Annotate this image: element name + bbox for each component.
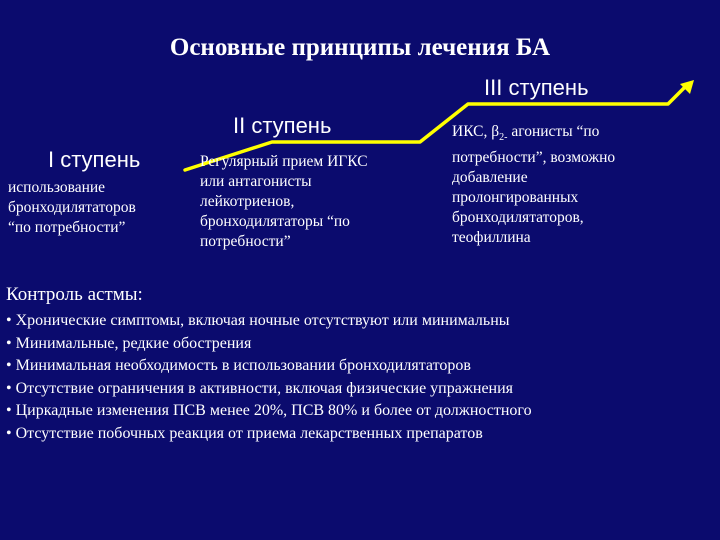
control-bullet: • Минимальная необходимость в использовании бронходилятаторов xyxy=(6,357,471,375)
step-2-text xyxy=(200,152,368,252)
step-2-line: потребности” xyxy=(200,233,291,250)
control-bullet: • Минимальные, редкие обострения xyxy=(6,334,252,352)
step-3-line: бронходилятаторов, xyxy=(452,209,584,227)
slide-title: Основные принципы лечения БА xyxy=(169,34,551,61)
step-3-line-first xyxy=(452,122,615,148)
control-title: Контроль астмы: xyxy=(6,284,143,305)
step-1-line: использование xyxy=(8,179,106,196)
step-3-prefix: ИКС, β xyxy=(452,123,500,140)
step-1-line: бронходилятаторов xyxy=(8,199,136,216)
step-3-line: теофиллина xyxy=(452,229,531,247)
control-bullet: • Хронические симптомы, включая ночные отсутствуют или минимальны xyxy=(6,312,510,329)
control-bullet: • Отсутствие ограничения в активности, включая физические упражнения xyxy=(6,379,514,397)
step-1-label: I ступень xyxy=(48,147,141,172)
step-2-line: Регулярный прием ИГКС xyxy=(200,153,368,170)
step-3-label: III ступень xyxy=(484,75,589,100)
step-3-subscript: 2- xyxy=(499,132,508,144)
step-1-line: “по потребности” xyxy=(8,219,126,236)
control-bullet: • Циркадные изменения ПСВ менее 20%, ПСВ 80% и более от должностного xyxy=(6,402,532,420)
step-1-text xyxy=(8,178,136,238)
step-2-line: или антагонисты xyxy=(200,173,312,190)
control-bullet-list xyxy=(6,310,532,446)
step-2-line: лейкотриенов, xyxy=(200,193,295,210)
step-3-text xyxy=(452,122,615,248)
step-3-line: потребности”, возможно xyxy=(452,149,616,167)
stair-arrow-head xyxy=(680,80,694,94)
step-2-line: бронходилятаторы “по xyxy=(200,213,350,230)
control-bullet: • Отсутствие побочных реакция от приема лекарственных препаратов xyxy=(6,424,483,442)
step-2-label: II ступень xyxy=(233,113,332,138)
step-3-line: добавление xyxy=(452,169,528,187)
step-3-line: пролонгированных xyxy=(452,189,579,207)
step-3-suffix: агонисты “по xyxy=(507,123,600,140)
